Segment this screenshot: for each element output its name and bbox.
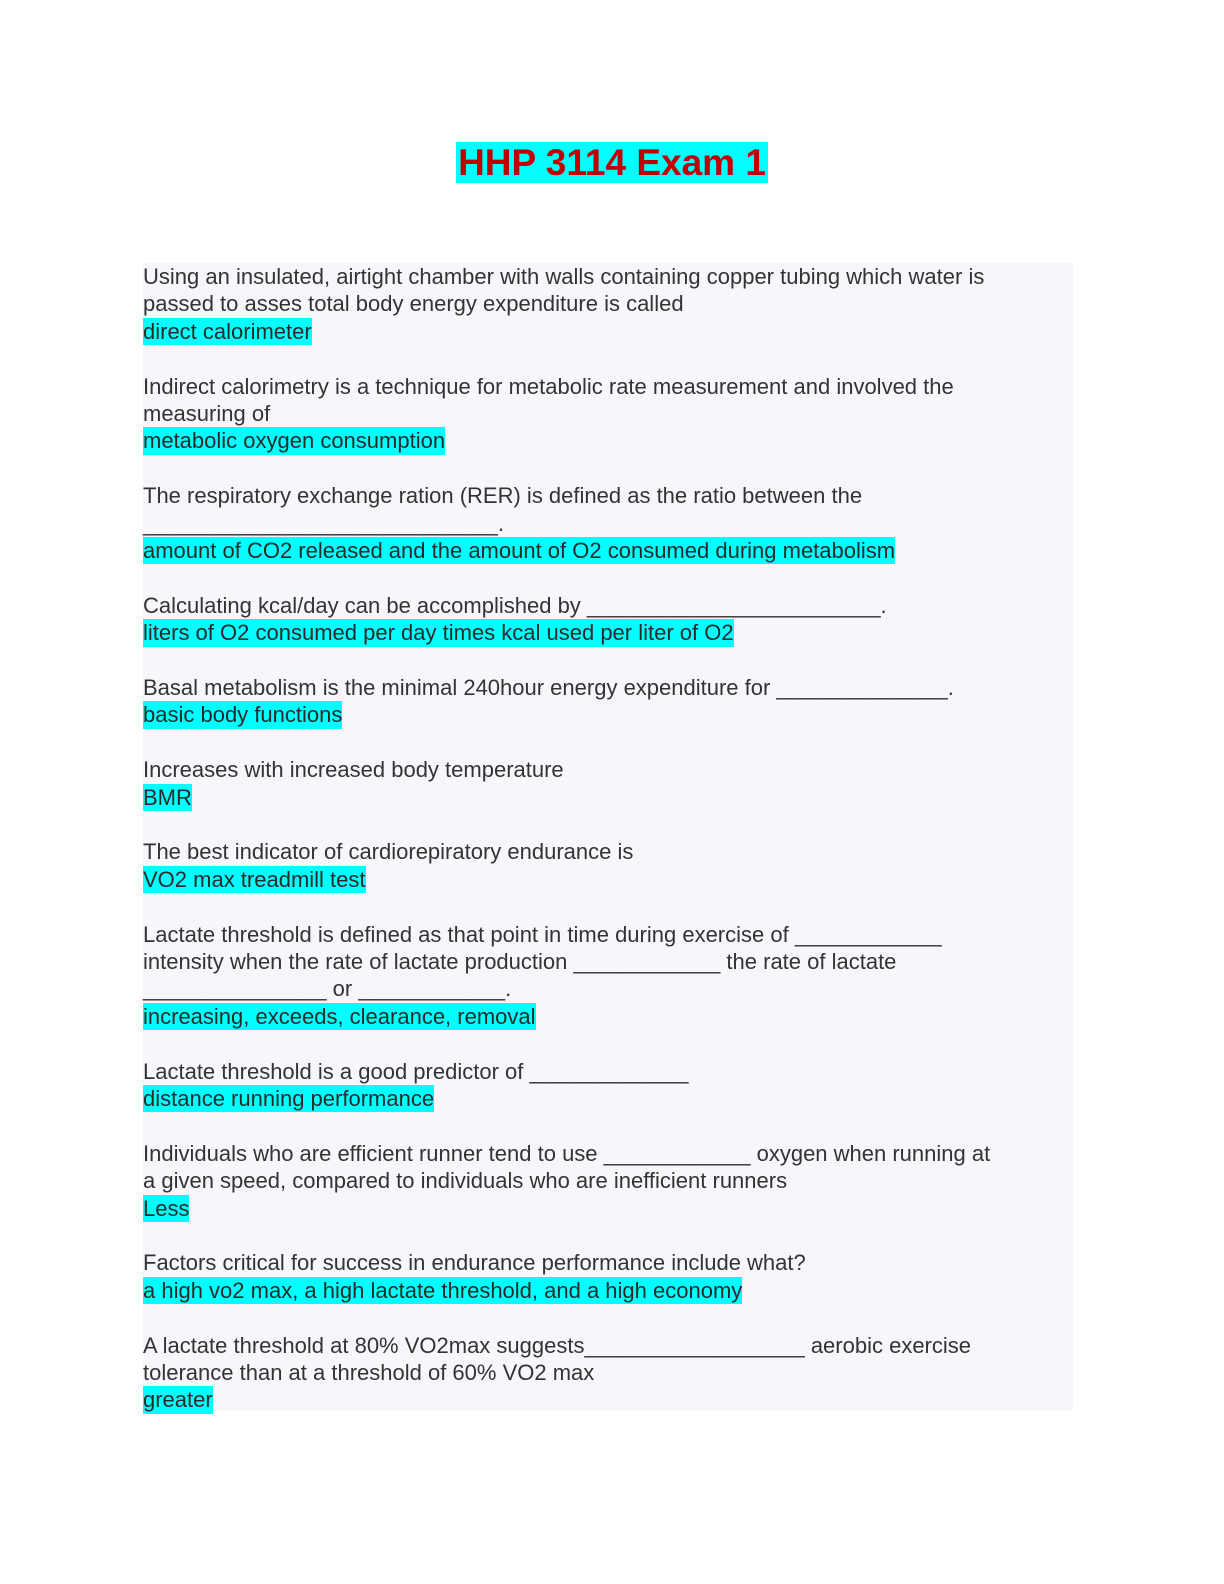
answer-line <box>143 1085 1073 1112</box>
qa-item <box>143 592 1073 674</box>
answer-line <box>143 1277 1073 1304</box>
answer-highlight: BMR <box>143 784 192 810</box>
answer-highlight: liters of O2 consumed per day times kcal used per liter of O2 <box>143 620 734 646</box>
answer-highlight: distance running performance <box>143 1085 435 1111</box>
answer-line <box>143 537 1073 564</box>
qa-list <box>143 263 1073 1411</box>
document-title: HHP 3114 Exam 1 <box>458 142 766 183</box>
qa-item <box>143 921 1073 1058</box>
question-line: Increases with increased body temperature <box>143 757 564 783</box>
answer-highlight: Less <box>143 1195 190 1221</box>
qa-item <box>143 756 1073 838</box>
answer-line <box>143 1386 1073 1413</box>
question-line: intensity when the rate of lactate production ____________ the rate of lactate <box>143 948 897 974</box>
qa-item <box>143 1140 1073 1250</box>
answer-highlight: greater <box>143 1387 213 1413</box>
question-line: Using an insulated, airtight chamber with walls containing copper tubing which water is <box>143 264 985 289</box>
answer-highlight: direct calorimeter <box>143 318 312 344</box>
question-line: The respiratory exchange ration (RER) is defined as the ratio between the <box>143 483 863 509</box>
question-line: Lactate threshold is defined as that point in time during exercise of ____________ <box>143 921 942 947</box>
qa-item <box>143 263 1073 373</box>
spacer <box>143 564 1073 591</box>
spacer <box>143 893 1073 920</box>
question-line: Indirect calorimetry is a technique for metabolic rate measurement and involved the <box>143 373 954 399</box>
question-line: A lactate threshold at 80% VO2max suggests__________________ aerobic exercise <box>143 1332 972 1358</box>
answer-line <box>143 701 1073 728</box>
qa-item <box>143 1249 1073 1331</box>
question-line: Factors critical for success in endurance performance include what? <box>143 1250 806 1276</box>
qa-item <box>143 674 1073 756</box>
answer-line <box>143 866 1073 893</box>
title-container <box>0 142 1224 183</box>
answer-highlight: VO2 max treadmill test <box>143 866 366 892</box>
answer-line <box>143 784 1073 811</box>
answer-highlight: increasing, exceeds, clearance, removal <box>143 1003 536 1029</box>
answer-line <box>143 318 1073 345</box>
spacer <box>143 811 1073 838</box>
qa-item <box>143 1332 1073 1414</box>
answer-highlight: a high vo2 max, a high lactate threshold, and a high economy <box>143 1277 743 1303</box>
question-line: a given speed, compared to individuals who are inefficient runners <box>143 1168 788 1194</box>
qa-item <box>143 838 1073 920</box>
qa-item <box>143 482 1073 592</box>
spacer <box>143 1030 1073 1057</box>
answer-highlight: metabolic oxygen consumption <box>143 428 446 454</box>
qa-item <box>143 373 1073 483</box>
spacer <box>143 455 1073 482</box>
answer-highlight: basic body functions <box>143 702 343 728</box>
answer-line <box>143 427 1073 454</box>
question-line: measuring of <box>143 401 271 426</box>
question-line: Calculating kcal/day can be accomplished by ________________________. <box>143 592 887 618</box>
answer-line <box>143 619 1073 646</box>
question-line: The best indicator of cardiorepiratory endurance is <box>143 839 634 865</box>
answer-line <box>143 1003 1073 1030</box>
question-line: tolerance than at a threshold of 60% VO2 max <box>143 1359 595 1385</box>
question-line: Lactate threshold is a good predictor of _____________ <box>143 1058 689 1084</box>
spacer <box>143 1222 1073 1249</box>
question-line: _____________________________. <box>143 510 504 536</box>
spacer <box>143 1112 1073 1139</box>
question-line: _______________ or ____________. <box>143 976 512 1002</box>
question-line: Individuals who are efficient runner tend to use ____________ oxygen when running at <box>143 1140 991 1166</box>
spacer <box>143 1304 1073 1331</box>
spacer <box>143 729 1073 756</box>
spacer <box>143 345 1073 372</box>
answer-highlight: amount of CO2 released and the amount of O2 consumed during metabolism <box>143 538 896 563</box>
answer-line <box>143 1195 1073 1222</box>
question-line: passed to asses total body energy expenditure is called <box>143 291 684 317</box>
qa-item <box>143 1058 1073 1140</box>
spacer <box>143 647 1073 674</box>
question-line: Basal metabolism is the minimal 240hour energy expenditure for ______________. <box>143 674 954 700</box>
